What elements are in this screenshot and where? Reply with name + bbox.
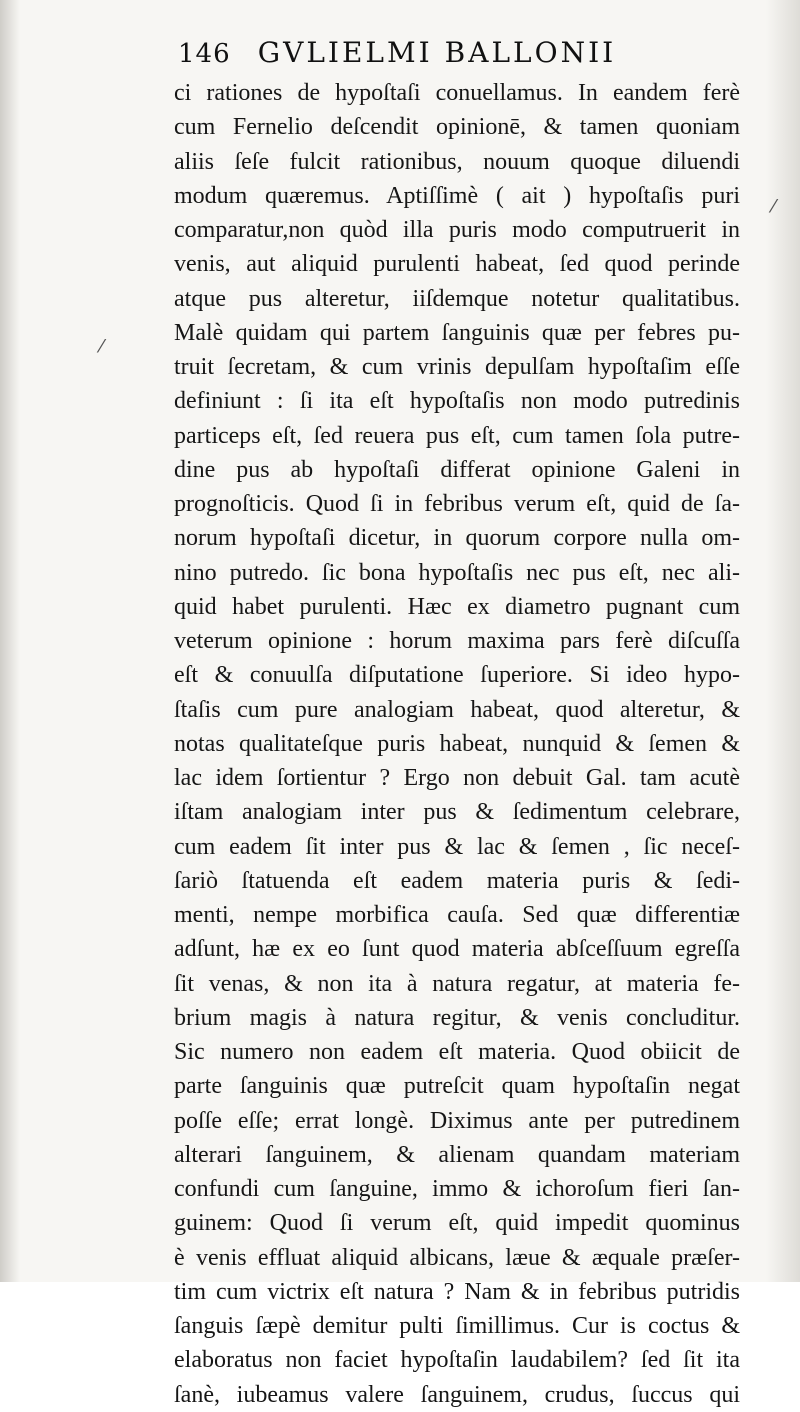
- text-line: Sic numero non eadem eſt materia. Quod obiicit de: [174, 1039, 740, 1065]
- text-line: lac idem ſortientur ? Ergo non debuit Gal. tam acutè: [174, 765, 740, 791]
- text-line: dine pus ab hypoſtaſi differat opinione Galeni in: [174, 456, 740, 483]
- text-line: veterum opinione : horum maxima pars ferè diſcuſſa: [174, 628, 740, 654]
- text-line: particeps eſt, ſed reuera pus eſt, cum tamen ſola putre-: [174, 422, 740, 449]
- text-line: venis, aut aliquid purulenti habeat, ſed quod perinde: [174, 251, 740, 278]
- text-line: quid habet purulenti. Hæc ex diametro pugnant cum: [174, 593, 740, 620]
- body-text: [174, 76, 740, 1412]
- text-line: definiunt : ſi ita eſt hypoſtaſis non modo putredinis: [174, 388, 740, 415]
- text-line: ſariò ſtatuenda eſt eadem materia puris & ſedi-: [174, 867, 740, 894]
- text-line: aliis ſeſe fulcit rationibus, nouum quoque diluendi: [174, 148, 740, 175]
- page-number: 146: [178, 39, 231, 69]
- text-line: modum quæremus. Aptiſſimè ( ait ) hypoſtaſis puri: [174, 182, 740, 209]
- text-line: notas qualitateſque puris habeat, nunquid & ſemen &: [174, 730, 740, 757]
- text-line: atque pus alteretur, iiſdemque notetur qualitatibus.: [174, 285, 740, 312]
- text-line: truit ſecretam, & cum vrinis depulſam hypoſtaſim eſſe: [174, 354, 740, 380]
- text-line: tim cum victrix eſt natura ? Nam & in febribus putridis: [174, 1278, 740, 1305]
- text-line: ci rationes de hypoſtaſi conuellamus. In eandem ferè: [174, 80, 740, 106]
- text-line: iſtam analogiam inter pus & ſedimentum celebrare,: [174, 799, 740, 826]
- text-line: eſt & conuulſa diſputatione ſuperiore. Si ideo hypo-: [174, 662, 740, 689]
- text-line: parte ſanguinis quæ putreſcit quam hypoſtaſin negat: [174, 1073, 740, 1100]
- text-line: Malè quidam qui partem ſanguinis quæ per febres pu-: [174, 319, 740, 346]
- text-line: elaboratus non faciet hypoſtaſin laudabilem? ſed ſit ita: [174, 1347, 740, 1374]
- text-line: nino putredo. ſic bona hypoſtaſis nec pus eſt, nec ali-: [174, 559, 740, 586]
- text-line: cum Fernelio deſcendit opinionē, & tamen quoniam: [174, 114, 740, 141]
- text-line: confundi cum ſanguine, immo & ichoroſum fieri ſan-: [174, 1176, 740, 1202]
- margin-mark: ⁄: [772, 196, 776, 217]
- text-line: poſſe eſſe; errat longè. Diximus ante per putredinem: [174, 1107, 740, 1134]
- text-line: ſit venas, & non ita à natura regatur, at materia fe-: [174, 970, 740, 997]
- text-line: ſanguis ſæpè demitur pulti ſimillimus. Cur is coctus &: [174, 1313, 740, 1339]
- margin-mark: ⁄: [100, 336, 104, 357]
- text-line: brium magis à natura regitur, & venis concluditur.: [174, 1004, 740, 1031]
- text-line: è venis effluat aliquid albicans, læue & æquale præſer-: [174, 1244, 740, 1271]
- text-line: adſunt, hæ ex eo ſunt quod materia abſceſſuum egreſſa: [174, 936, 740, 963]
- text-line: prognoſticis. Quod ſi in febribus verum eſt, quid de ſa-: [174, 491, 740, 517]
- text-line: alterari ſanguinem, & alienam quandam materiam: [174, 1141, 740, 1168]
- text-line: guinem: Quod ſi verum eſt, quid impedit quominus: [174, 1210, 740, 1237]
- running-head: [178, 36, 738, 76]
- gutter-shadow: [0, 0, 20, 1282]
- text-line: ſanè, iubeamus valere ſanguinem, crudus, ſuccus qui: [174, 1381, 740, 1408]
- text-line: comparatur,non quòd illa puris modo computruerit in: [174, 217, 740, 243]
- text-line: menti, nempe morbifica cauſa. Sed quæ differentiæ: [174, 902, 740, 928]
- page-edge-shadow: [766, 0, 800, 1282]
- text-line: cum eadem ſit inter pus & lac & ſemen , ſic neceſ-: [174, 833, 740, 860]
- header-title: GVLIELMI BALLONII: [257, 36, 617, 69]
- text-line: norum hypoſtaſi dicetur, in quorum corpore nulla om-: [174, 525, 740, 552]
- text-line: ſtaſis cum pure analogiam habeat, quod alteretur, &: [174, 696, 740, 723]
